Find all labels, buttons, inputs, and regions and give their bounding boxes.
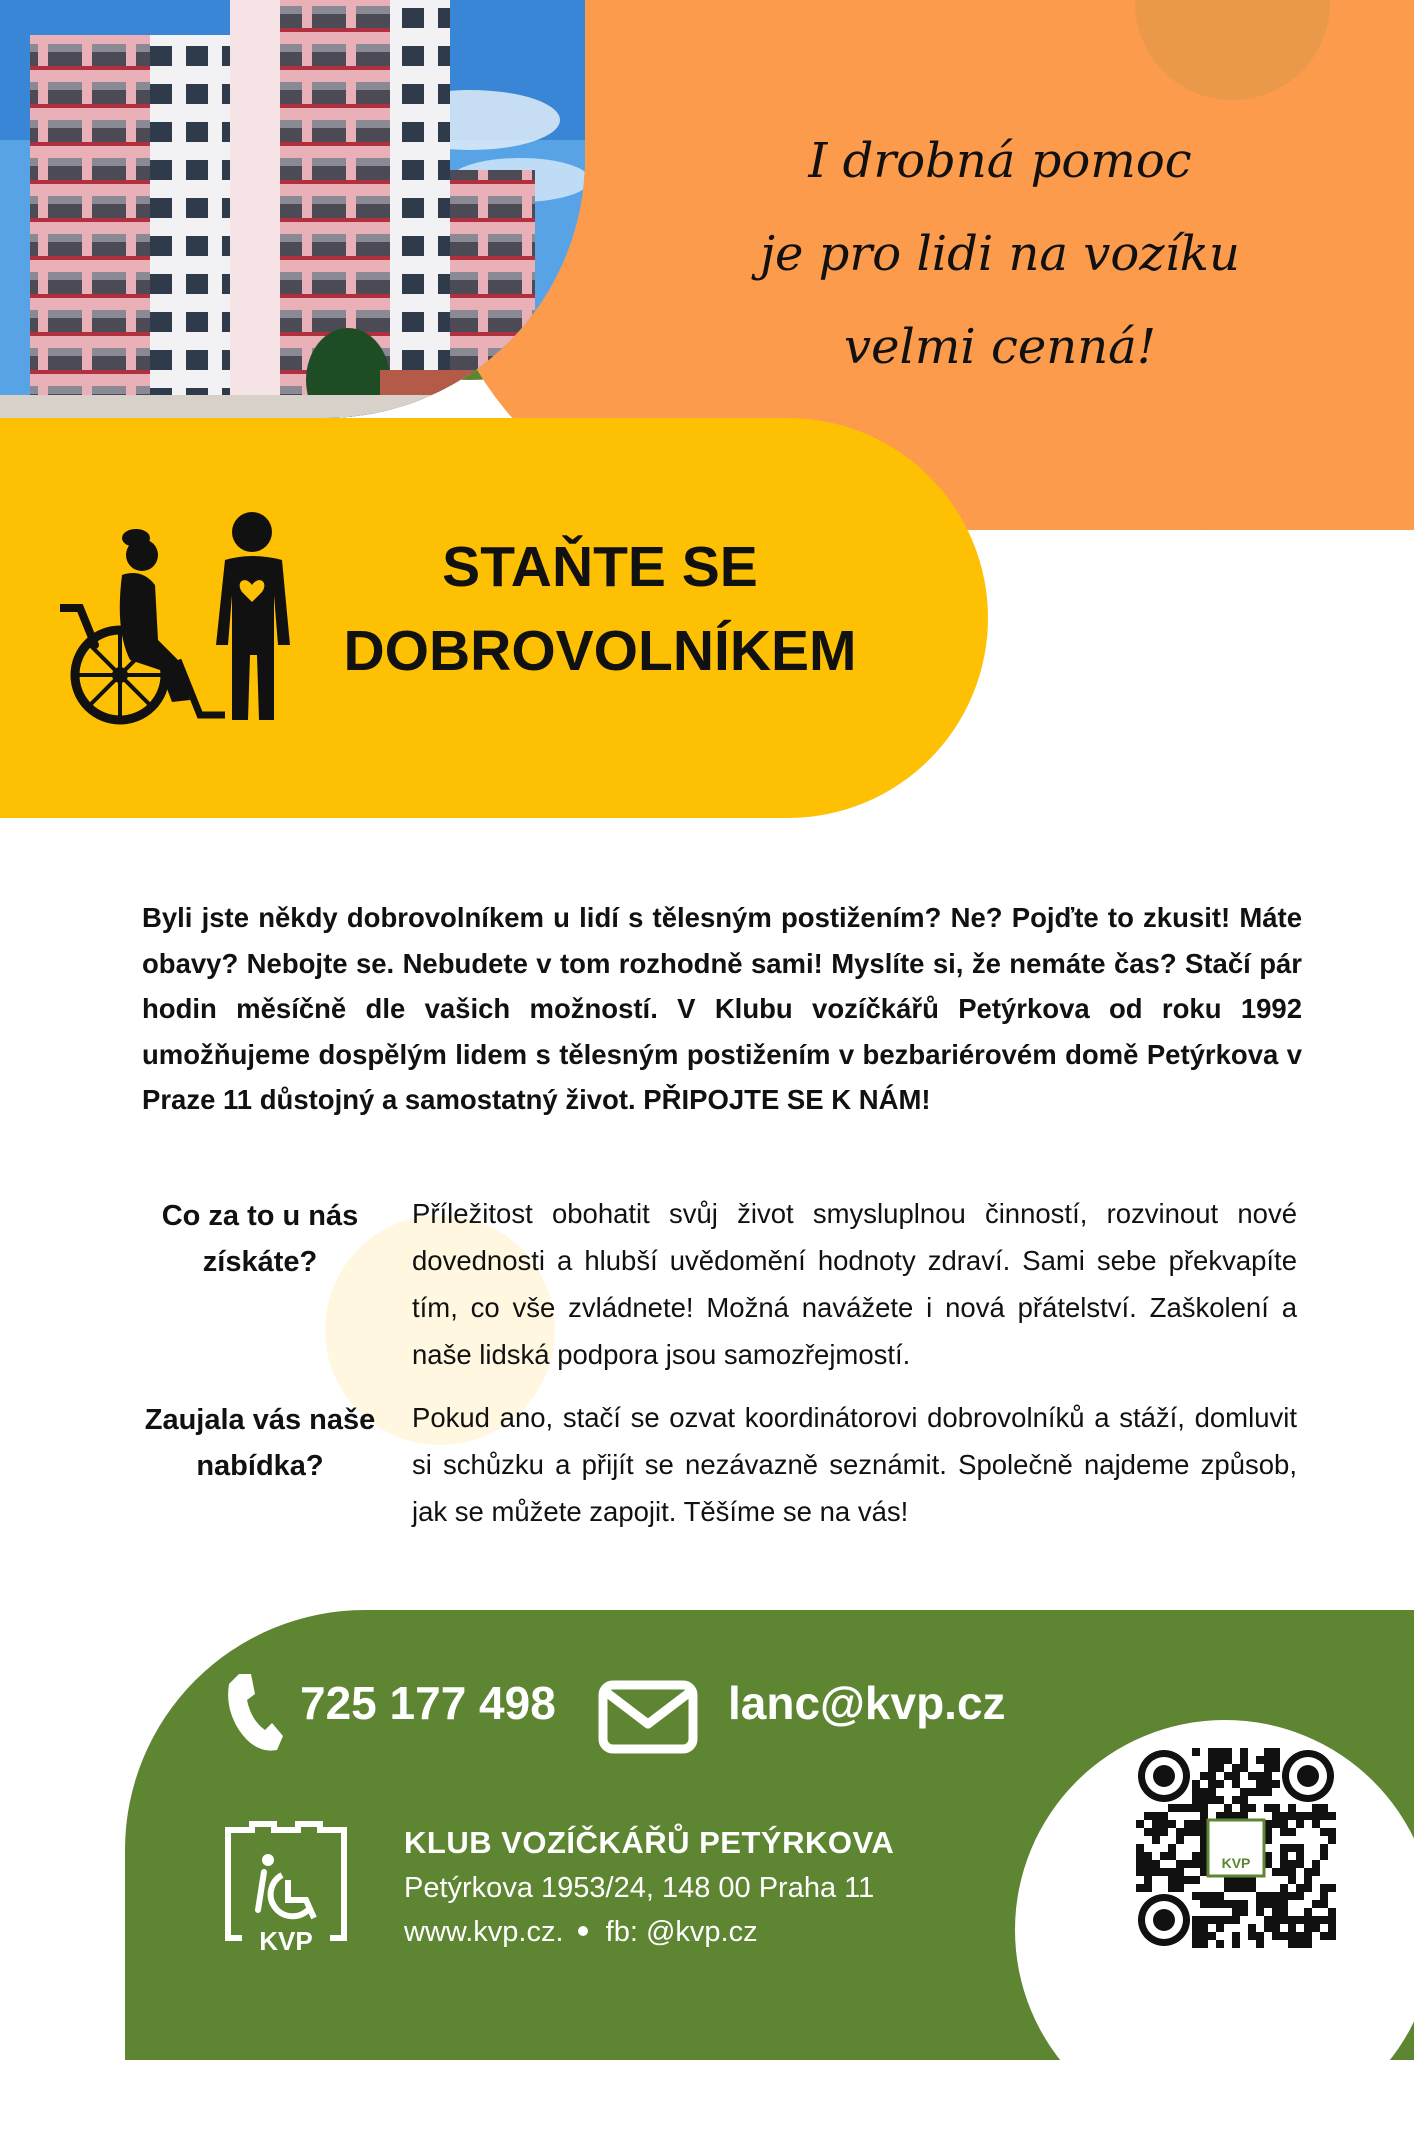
qr-module — [1280, 1860, 1288, 1868]
qr-module — [1232, 1884, 1240, 1892]
qr-module — [1136, 1844, 1144, 1852]
qr-module — [1208, 1788, 1216, 1796]
qr-module — [1192, 1828, 1200, 1836]
qr-module — [1232, 1772, 1240, 1780]
qr-module — [1168, 1820, 1176, 1828]
qr-module — [1264, 1748, 1272, 1756]
qr-module — [1296, 1892, 1304, 1900]
qr-module — [1168, 1884, 1176, 1892]
qr-finder-ring — [1153, 1909, 1175, 1931]
qr-module — [1240, 1884, 1248, 1892]
qr-module — [1160, 1828, 1168, 1836]
qr-module — [1240, 1788, 1248, 1796]
qr-module — [1272, 1820, 1280, 1828]
phone-icon — [225, 1670, 285, 1755]
qr-module — [1232, 1908, 1240, 1916]
qr-module — [1184, 1876, 1192, 1884]
qr-module — [1200, 1932, 1208, 1940]
qr-module — [1264, 1772, 1272, 1780]
faq-question-1-line-2: získáte? — [202, 1246, 318, 1278]
qr-module — [1248, 1884, 1256, 1892]
bullet-separator — [578, 1926, 588, 1936]
qr-module — [1232, 1900, 1240, 1908]
qr-module — [1168, 1804, 1176, 1812]
headline-line-2: DOBROVOLNÍKEM — [343, 619, 857, 683]
qr-module — [1248, 1804, 1256, 1812]
qr-module — [1312, 1900, 1320, 1908]
envelope-icon — [598, 1680, 698, 1754]
qr-module — [1312, 1860, 1320, 1868]
qr-module — [1168, 1868, 1176, 1876]
qr-module — [1232, 1916, 1240, 1924]
qr-module — [1320, 1828, 1328, 1836]
qr-module — [1200, 1924, 1208, 1932]
qr-module — [1224, 1748, 1232, 1756]
qr-module — [1200, 1916, 1208, 1924]
qr-module — [1280, 1884, 1288, 1892]
qr-module — [1200, 1900, 1208, 1908]
qr-module — [1216, 1780, 1224, 1788]
qr-module — [1272, 1900, 1280, 1908]
qr-module — [1296, 1820, 1304, 1828]
qr-module — [1224, 1804, 1232, 1812]
qr-module — [1304, 1924, 1312, 1932]
qr-finder-ring — [1297, 1765, 1319, 1787]
qr-module — [1176, 1860, 1184, 1868]
qr-module — [1296, 1940, 1304, 1948]
faq-answer-1: Příležitost obohatit svůj život smysluplnou činností, rozvinout nové dovednosti a hlubší uvědomění hodnoty zdraví. Sami sebe překvapíte tím, co vše zvládnete! Možná navážete i nová přátelství. Zaškolení a naše lidská podpora jsou samozřejmostí. — [412, 1198, 1297, 1370]
qr-module — [1296, 1812, 1304, 1820]
qr-module — [1272, 1748, 1280, 1756]
qr-module — [1296, 1932, 1304, 1940]
qr-module — [1288, 1892, 1296, 1900]
qr-module — [1224, 1916, 1232, 1924]
qr-module — [1208, 1916, 1216, 1924]
qr-module — [1192, 1796, 1200, 1804]
qr-module — [1328, 1812, 1336, 1820]
qr-module — [1288, 1876, 1296, 1884]
qr-module — [1184, 1860, 1192, 1868]
qr-module — [1280, 1820, 1288, 1828]
qr-module — [1200, 1940, 1208, 1948]
kvp-logo — [222, 1820, 350, 1955]
headline-line-1: STAŇTE SE — [442, 535, 758, 599]
tagline-line-3: velmi cenná! — [843, 319, 1157, 375]
qr-module — [1272, 1812, 1280, 1820]
qr-module — [1208, 1796, 1216, 1804]
qr-module — [1272, 1764, 1280, 1772]
qr-module — [1288, 1828, 1296, 1836]
qr-module — [1208, 1756, 1216, 1764]
tagline — [700, 115, 1300, 394]
qr-module — [1208, 1748, 1216, 1756]
qr-module — [1152, 1860, 1160, 1868]
qr-module — [1192, 1820, 1200, 1828]
qr-module — [1192, 1748, 1200, 1756]
qr-module — [1152, 1812, 1160, 1820]
faq-question-2-line-1: Zaujala vás naše — [144, 1404, 376, 1436]
qr-module — [1216, 1916, 1224, 1924]
faq-question-1-line-1: Co za to u nás — [161, 1200, 359, 1232]
qr-module — [1320, 1916, 1328, 1924]
qr-module — [1240, 1756, 1248, 1764]
qr-module — [1200, 1796, 1208, 1804]
qr-module — [1288, 1868, 1296, 1876]
qr-module — [1288, 1860, 1296, 1868]
qr-module — [1248, 1924, 1256, 1932]
qr-module — [1152, 1828, 1160, 1836]
qr-module — [1160, 1820, 1168, 1828]
club-facebook[interactable]: fb: @kvp.cz — [605, 1916, 758, 1948]
qr-module — [1240, 1804, 1248, 1812]
qr-module — [1272, 1756, 1280, 1764]
qr-module — [1216, 1924, 1224, 1932]
qr-module — [1192, 1876, 1200, 1884]
qr-module — [1208, 1892, 1216, 1900]
qr-module — [1328, 1884, 1336, 1892]
qr-module — [1232, 1796, 1240, 1804]
qr-module — [1176, 1876, 1184, 1884]
qr-module — [1320, 1852, 1328, 1860]
club-website[interactable]: www.kvp.cz. — [404, 1916, 564, 1948]
qr-module — [1136, 1860, 1144, 1868]
qr-module — [1264, 1924, 1272, 1932]
qr-module — [1144, 1860, 1152, 1868]
qr-module — [1304, 1908, 1312, 1916]
qr-module — [1152, 1836, 1160, 1844]
qr-module — [1152, 1868, 1160, 1876]
qr-module — [1144, 1828, 1152, 1836]
qr-module — [1168, 1876, 1176, 1884]
qr-module — [1272, 1780, 1280, 1788]
qr-module — [1280, 1828, 1288, 1836]
qr-module — [1144, 1876, 1152, 1884]
qr-module — [1184, 1804, 1192, 1812]
qr-module — [1312, 1924, 1320, 1932]
qr-module — [1232, 1764, 1240, 1772]
qr-module — [1160, 1812, 1168, 1820]
qr-module — [1216, 1940, 1224, 1948]
qr-module — [1320, 1804, 1328, 1812]
qr-module — [1296, 1852, 1304, 1860]
qr-module — [1176, 1804, 1184, 1812]
qr-module — [1280, 1932, 1288, 1940]
kvp-logo-text: KVP — [259, 1926, 313, 1955]
qr-module — [1176, 1828, 1184, 1836]
intro-paragraph: Byli jste někdy dobrovolníkem u lidí s tělesným postižením? Ne? Pojďte to zkusit! Máte obavy? Nebojte se. Nebudete v tom rozhodně sami! Myslíte si, že nemáte čas? Stačí pár hodin měsíčně dle vašich možností. V Klubu vozíčkářů Petýrkova od roku 1992 umožňujeme dospělým lidem s tělesným postižením v bezbariérovém domě Petýrkova v Praze 11 důstojný a samostatný život. PŘIPOJTE SE K NÁM! — [142, 902, 1302, 1115]
qr-module — [1240, 1748, 1248, 1756]
qr-module — [1288, 1932, 1296, 1940]
faq-question-2 — [135, 1397, 385, 1489]
club-address: Petýrkova 1953/24, 148 00 Praha 11 — [404, 1872, 875, 1904]
qr-module — [1328, 1908, 1336, 1916]
qr-module — [1192, 1940, 1200, 1948]
qr-module — [1304, 1940, 1312, 1948]
qr-module — [1176, 1884, 1184, 1892]
faq-answer-2: Pokud ano, stačí se ozvat koordinátorovi dobrovolníků a stáží, domluvit si schůzku a přijít se nezávazně seznámit. Společně najdeme způsob, jak se můžete zapojit. Těšíme se na vás! — [412, 1402, 1297, 1527]
qr-module — [1312, 1868, 1320, 1876]
qr-module — [1144, 1868, 1152, 1876]
qr-module — [1256, 1788, 1264, 1796]
qr-module — [1144, 1852, 1152, 1860]
qr-module — [1304, 1916, 1312, 1924]
qr-finder-ring — [1153, 1765, 1175, 1787]
qr-module — [1304, 1868, 1312, 1876]
qr-module — [1152, 1820, 1160, 1828]
qr-center-logo-text: KVP — [1221, 1855, 1251, 1871]
qr-module — [1280, 1812, 1288, 1820]
qr-module — [1200, 1804, 1208, 1812]
qr-module — [1256, 1772, 1264, 1780]
qr-module — [1264, 1804, 1272, 1812]
qr-module — [1216, 1892, 1224, 1900]
qr-module — [1144, 1812, 1152, 1820]
qr-module — [1216, 1900, 1224, 1908]
qr-module — [1312, 1820, 1320, 1828]
qr-module — [1200, 1892, 1208, 1900]
qr-module — [1208, 1900, 1216, 1908]
qr-module — [1200, 1788, 1208, 1796]
qr-module — [1304, 1932, 1312, 1940]
qr-module — [1192, 1804, 1200, 1812]
qr-module — [1288, 1804, 1296, 1812]
qr-module — [1264, 1756, 1272, 1764]
qr-module — [1312, 1916, 1320, 1924]
qr-module — [1208, 1772, 1216, 1780]
qr-module — [1192, 1788, 1200, 1796]
qr-module — [1208, 1764, 1216, 1772]
qr-module — [1320, 1812, 1328, 1820]
qr-module — [1184, 1820, 1192, 1828]
qr-module — [1312, 1804, 1320, 1812]
qr-module — [1280, 1892, 1288, 1900]
qr-module — [1296, 1844, 1304, 1852]
qr-module — [1248, 1932, 1256, 1940]
qr-module — [1280, 1900, 1288, 1908]
qr-module — [1256, 1900, 1264, 1908]
qr-module — [1192, 1780, 1200, 1788]
tagline-line-2: je pro lidi na vozíku — [760, 226, 1240, 282]
qr-module — [1272, 1804, 1280, 1812]
qr-module — [1216, 1756, 1224, 1764]
qr-module — [1272, 1892, 1280, 1900]
qr-module — [1232, 1940, 1240, 1948]
club-links — [404, 1916, 758, 1949]
qr-module — [1296, 1860, 1304, 1868]
email-address[interactable]: lanc@kvp.cz — [728, 1677, 1006, 1729]
qr-module — [1248, 1772, 1256, 1780]
qr-module — [1168, 1844, 1176, 1852]
qr-module — [1192, 1852, 1200, 1860]
qr-module — [1280, 1916, 1288, 1924]
qr-module — [1264, 1764, 1272, 1772]
qr-module — [1256, 1780, 1264, 1788]
club-name: KLUB VOZÍČKÁŘŮ PETÝRKOVA — [404, 1825, 895, 1860]
qr-module — [1192, 1924, 1200, 1932]
qr-module — [1304, 1884, 1312, 1892]
qr-module — [1280, 1908, 1288, 1916]
qr-module — [1136, 1868, 1144, 1876]
qr-module — [1192, 1932, 1200, 1940]
qr-module — [1160, 1868, 1168, 1876]
qr-module — [1264, 1916, 1272, 1924]
qr-module — [1320, 1900, 1328, 1908]
qr-module — [1192, 1860, 1200, 1868]
qr-module — [1136, 1884, 1144, 1892]
qr-module — [1280, 1844, 1288, 1852]
qr-module — [1184, 1828, 1192, 1836]
tagline-line-1: I drobná pomoc — [808, 133, 1192, 189]
qr-module — [1280, 1868, 1288, 1876]
qr-module — [1312, 1812, 1320, 1820]
qr-module — [1248, 1788, 1256, 1796]
qr-module — [1240, 1764, 1248, 1772]
qr-module — [1328, 1828, 1336, 1836]
qr-module — [1272, 1924, 1280, 1932]
headline — [300, 525, 900, 693]
phone-number[interactable]: 725 177 498 — [300, 1677, 556, 1729]
qr-module — [1304, 1876, 1312, 1884]
qr-module — [1296, 1916, 1304, 1924]
qr-module — [1320, 1892, 1328, 1900]
qr-module — [1280, 1852, 1288, 1860]
qr-module — [1256, 1940, 1264, 1948]
qr-module — [1272, 1932, 1280, 1940]
qr-module — [1192, 1892, 1200, 1900]
qr-module — [1176, 1868, 1184, 1876]
qr-module — [1256, 1892, 1264, 1900]
qr-module — [1288, 1812, 1296, 1820]
qr-module — [1176, 1836, 1184, 1844]
qr-module — [1288, 1924, 1296, 1932]
qr-module — [1216, 1796, 1224, 1804]
qr-module — [1328, 1932, 1336, 1940]
qr-module — [1240, 1900, 1248, 1908]
qr-module — [1272, 1908, 1280, 1916]
qr-module — [1240, 1796, 1248, 1804]
qr-module — [1160, 1852, 1168, 1860]
qr-module — [1304, 1812, 1312, 1820]
qr-module — [1272, 1916, 1280, 1924]
qr-module — [1288, 1940, 1296, 1948]
qr-module — [1136, 1820, 1144, 1828]
qr-module — [1288, 1916, 1296, 1924]
qr-module — [1216, 1748, 1224, 1756]
qr-module — [1232, 1780, 1240, 1788]
qr-module — [1200, 1772, 1208, 1780]
qr-module — [1256, 1932, 1264, 1940]
qr-module — [1136, 1852, 1144, 1860]
qr-module — [1208, 1780, 1216, 1788]
faq-question-2-line-2: nabídka? — [196, 1450, 324, 1482]
qr-module — [1320, 1932, 1328, 1940]
qr-module — [1264, 1892, 1272, 1900]
qr-module — [1328, 1924, 1336, 1932]
qr-module — [1144, 1884, 1152, 1892]
qr-module — [1224, 1900, 1232, 1908]
qr-module — [1320, 1844, 1328, 1852]
qr-module — [1216, 1764, 1224, 1772]
qr-code[interactable] — [1136, 1748, 1336, 1948]
qr-module — [1208, 1932, 1216, 1940]
qr-module — [1168, 1852, 1176, 1860]
volunteer-wheelchair-icon — [60, 510, 300, 725]
qr-module — [1328, 1836, 1336, 1844]
qr-module — [1224, 1884, 1232, 1892]
qr-module — [1328, 1916, 1336, 1924]
faq-question-1 — [135, 1193, 385, 1285]
qr-module — [1320, 1884, 1328, 1892]
qr-module — [1256, 1756, 1264, 1764]
qr-module — [1224, 1772, 1232, 1780]
qr-module — [1264, 1900, 1272, 1908]
qr-module — [1264, 1788, 1272, 1796]
qr-module — [1224, 1756, 1232, 1764]
qr-module — [1264, 1780, 1272, 1788]
qr-module — [1296, 1884, 1304, 1892]
qr-module — [1192, 1916, 1200, 1924]
qr-module — [1272, 1868, 1280, 1876]
qr-module — [1240, 1908, 1248, 1916]
qr-module — [1256, 1908, 1264, 1916]
qr-module — [1232, 1932, 1240, 1940]
qr-module — [1288, 1844, 1296, 1852]
